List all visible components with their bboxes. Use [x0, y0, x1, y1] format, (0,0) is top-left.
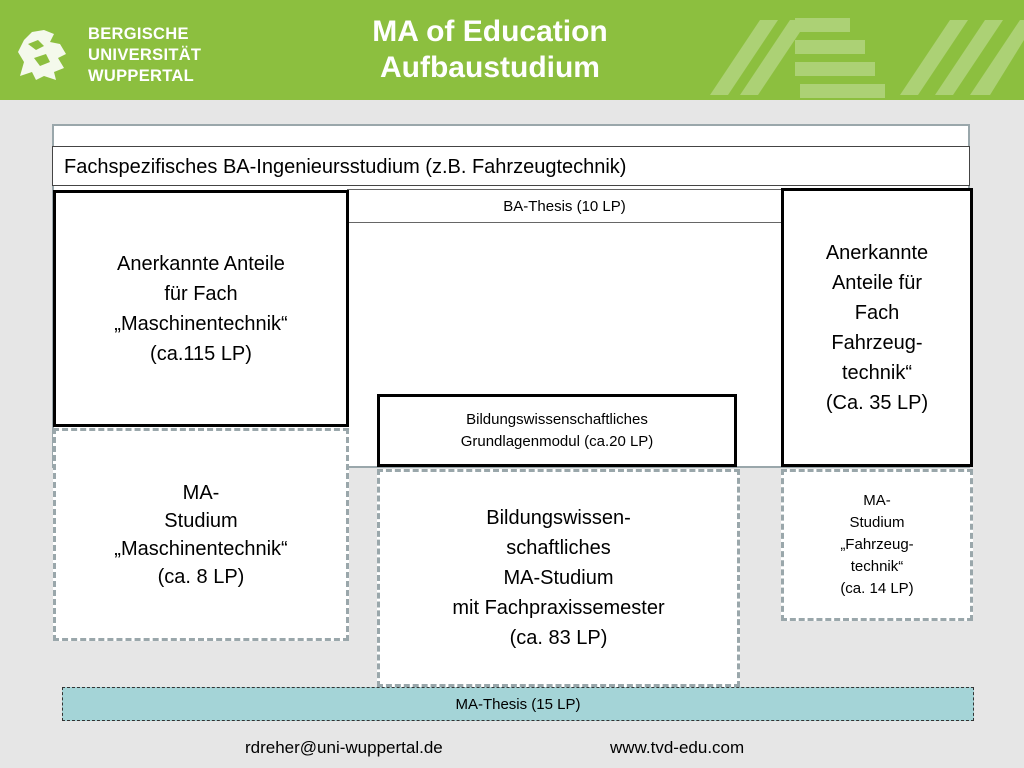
ma-mt-line: (ca. 8 LP) — [157, 565, 245, 588]
credited-ft-line: Fach — [854, 301, 900, 324]
credited-ft-line: Fahrzeug- — [831, 331, 923, 354]
ma-thesis-bar: MA-Thesis (15 LP) — [62, 687, 974, 721]
credited-fahrzeugtechnik-box — [781, 188, 973, 467]
credited-mt-line: für Fach — [164, 282, 238, 305]
ma-mt-line: MA- — [182, 481, 220, 504]
ma-edu-line: Bildungswissen- — [486, 507, 631, 529]
edu-basic-module-box — [377, 394, 737, 467]
lion-logo-icon — [10, 22, 74, 86]
university-name — [88, 24, 201, 87]
slide-title — [300, 14, 680, 86]
university-line-2: UNIVERSITÄT — [88, 46, 202, 64]
credited-mt-line: (ca.115 LP) — [150, 342, 252, 365]
ma-ft-line: Studium — [849, 514, 905, 531]
university-line-3: WUPPERTAL — [88, 67, 194, 85]
slide-title-line-1: MA of Education — [372, 15, 608, 48]
credited-ft-line: (Ca. 35 LP) — [825, 391, 929, 414]
ma-fahrzeugtechnik-box — [781, 469, 973, 621]
ma-education-box — [377, 469, 740, 687]
ma-mt-line: Studium — [164, 509, 238, 532]
credited-ft-line: technik“ — [841, 361, 912, 384]
footer-website[interactable]: www.tvd-edu.com — [610, 738, 745, 757]
ma-ft-line: technik“ — [850, 558, 904, 575]
ma-edu-line: (ca. 83 LP) — [509, 627, 608, 649]
credited-ft-line: Anteile für — [831, 271, 923, 294]
slide-title-line-2: Aufbaustudium — [380, 51, 600, 84]
ma-maschinentechnik-box — [53, 428, 349, 641]
ma-ft-line: MA- — [863, 492, 891, 509]
ma-ft-line: (ca. 14 LP) — [840, 580, 914, 597]
credited-maschinentechnik-box — [53, 190, 349, 427]
ma-edu-line: mit Fachpraxissemester — [452, 597, 665, 619]
credited-mt-line: „Maschinentechnik“ — [114, 312, 288, 335]
ba-thesis-box: BA-Thesis (10 LP) — [347, 189, 782, 223]
edu-basic-module-line: Bildungswissenschaftliches — [466, 410, 648, 428]
credited-mt-line: Anerkannte Anteile — [117, 252, 285, 275]
footer-email[interactable]: rdreher@uni-wuppertal.de — [245, 738, 443, 757]
ba-program-bar: Fachspezifisches BA-Ingenieursstudium (z.B. Fahrzeugtechnik) — [52, 146, 970, 186]
ma-edu-line: schaftliches — [506, 537, 611, 559]
ma-mt-line: „Maschinentechnik“ — [114, 537, 288, 560]
university-line-1: BERGISCHE — [88, 25, 189, 43]
credited-ft-line: Anerkannte — [825, 241, 929, 264]
decorative-stripes-icon — [700, 0, 1024, 100]
ma-edu-line: MA-Studium — [503, 567, 614, 589]
ma-ft-line: „Fahrzeug- — [840, 536, 914, 553]
edu-basic-module-line: Grundlagenmodul (ca.20 LP) — [460, 432, 654, 450]
